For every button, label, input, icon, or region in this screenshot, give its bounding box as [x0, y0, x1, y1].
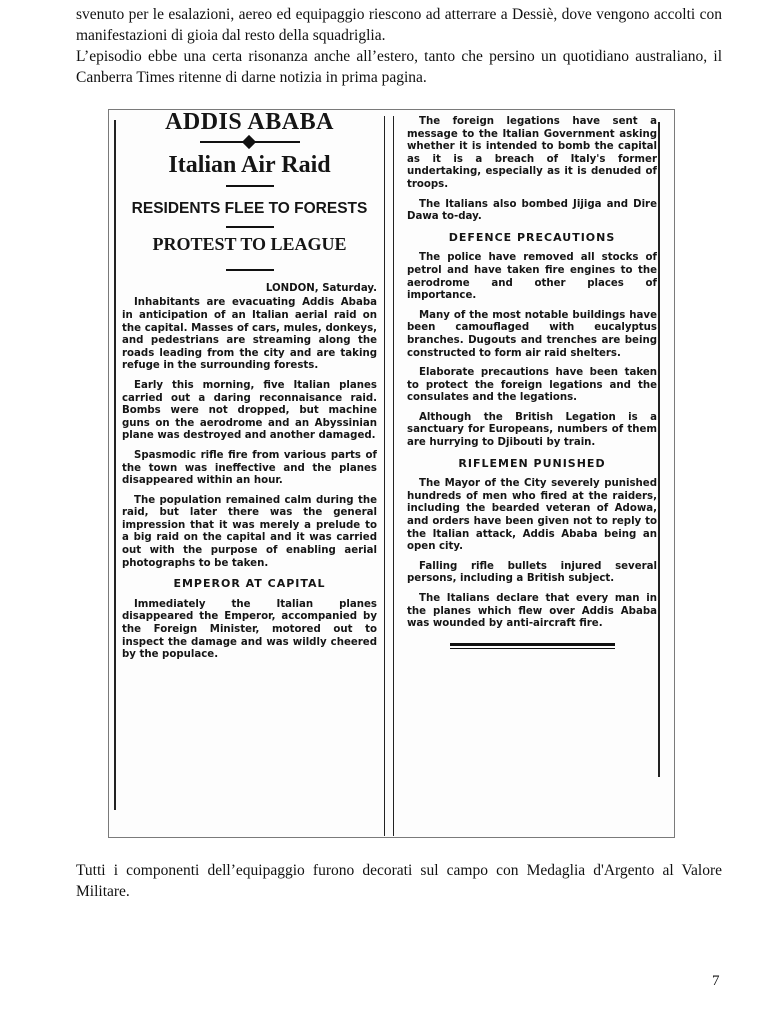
clipping-left-rule	[114, 120, 116, 810]
clipping-right-rule	[658, 122, 660, 777]
body-paragraph-2: L’episodio ebbe una certa risonanza anche all’estero, tanto che persino un quotidiano australiano, il Canberra Times ritenne di darne notizia in prima pagina.	[76, 48, 722, 86]
article-body-col-1	[122, 297, 377, 661]
page-number: 7	[712, 973, 720, 989]
clipping-deck-1: RESIDENTS FLEE TO FORESTS	[131, 200, 368, 218]
divider	[226, 226, 274, 228]
article-paragraph: Many of the most notable buildings have been camouflaged with eucalyptus branches. Dugouts and trenches are being constructed to form air raid shelters.	[407, 309, 657, 359]
article-paragraph: Spasmodic rifle fire from various parts of the town was ineffective and the planes disappeared within an hour.	[122, 449, 377, 487]
clipping-subheadline: Italian Air Raid	[168, 151, 331, 178]
article-paragraph: Although the British Legation is a sanctuary for Europeans, numbers of them are hurrying to Djibouti by train.	[407, 411, 657, 449]
article-paragraph: Immediately the Italian planes disappeared the Emperor, accompanied by the Foreign Minister, motored out to inspect the damage and was wildly cheered by the populace.	[122, 598, 377, 661]
newspaper-clipping	[108, 109, 675, 838]
article-paragraph: Falling rifle bullets injured several persons, including a British subject.	[407, 560, 657, 585]
ornament-rule	[122, 135, 377, 149]
article-paragraph: The police have removed all stocks of petrol and have taken fire engines to the aerodrome and other places of importance.	[407, 252, 657, 302]
article-paragraph: Inhabitants are evacuating Addis Ababa in anticipation of an Italian aerial raid on the capital. Masses of cars, mules, donkeys, and pedestrians are streaming along the roads leading from the city and are taking refuge in the surrounding forests.	[122, 297, 377, 372]
end-rule	[450, 643, 615, 646]
clipping-column-1	[122, 110, 377, 837]
article-subhead: DEFENCE PRECAUTIONS	[448, 230, 616, 244]
article-paragraph: Early this morning, five Italian planes carried out a daring reconnaisance raid. Bombs were not dropped, but machine guns on the aerodrome and an Abyssinian plane was destroyed and another damaged.	[122, 379, 377, 442]
body-paragraph-3: Tutti i componenti dell’equipaggio furono decorati sul campo con Medaglia d'Argento al Valore Militare.	[76, 862, 722, 900]
clipping-deck-2: PROTEST TO LEAGUE	[152, 234, 347, 255]
clipping-dateline: LONDON, Saturday.	[265, 282, 377, 294]
end-rule-thin	[450, 648, 615, 649]
clipping-headline: ADDIS ABABA	[165, 109, 334, 135]
article-paragraph: The Italians also bombed Jijiga and Dire Dawa to-day.	[407, 198, 657, 223]
article-subhead: EMPEROR AT CAPITAL	[173, 577, 326, 591]
body-paragraph-1: svenuto per le esalazioni, aereo ed equipaggio riescono ad atterrare a Dessiè, dove vengono accolti con manifestazioni di gioia dal resto della squadriglia.	[76, 6, 722, 44]
divider	[226, 185, 274, 187]
article-paragraph: The population remained calm during the raid, but later there was the general impression that it was merely a prelude to a big raid on the capital and it was carried out with the purpose of enabling aerial photographs to be taken.	[122, 494, 377, 569]
divider	[226, 269, 274, 271]
article-paragraph: The Italians declare that every man in the planes which flew over Addis Ababa was wounded by anti-aircraft fire.	[407, 593, 657, 630]
article-paragraph: The foreign legations have sent a message to the Italian Government asking whether it is intended to bomb the capital as it is a breach of Italy's former undertaking, especially as it is denuded of troops.	[407, 116, 657, 190]
article-body-col-2	[407, 116, 657, 649]
clipping-gutter-rule-2	[393, 116, 394, 836]
article-paragraph: Elaborate precautions have been taken to protect the foreign legations and the consulates and the legations.	[407, 367, 657, 404]
article-subhead: RIFLEMEN PUNISHED	[458, 456, 606, 470]
article-paragraph: The Mayor of the City severely punished hundreds of men who fired at the raiders, including the bearded veteran of Adowa, and orders have been given not to reply to the Italian attack, Addis Ababa being an open city.	[407, 478, 657, 553]
clipping-gutter-rule	[384, 116, 385, 836]
clipping-column-2	[407, 110, 657, 837]
